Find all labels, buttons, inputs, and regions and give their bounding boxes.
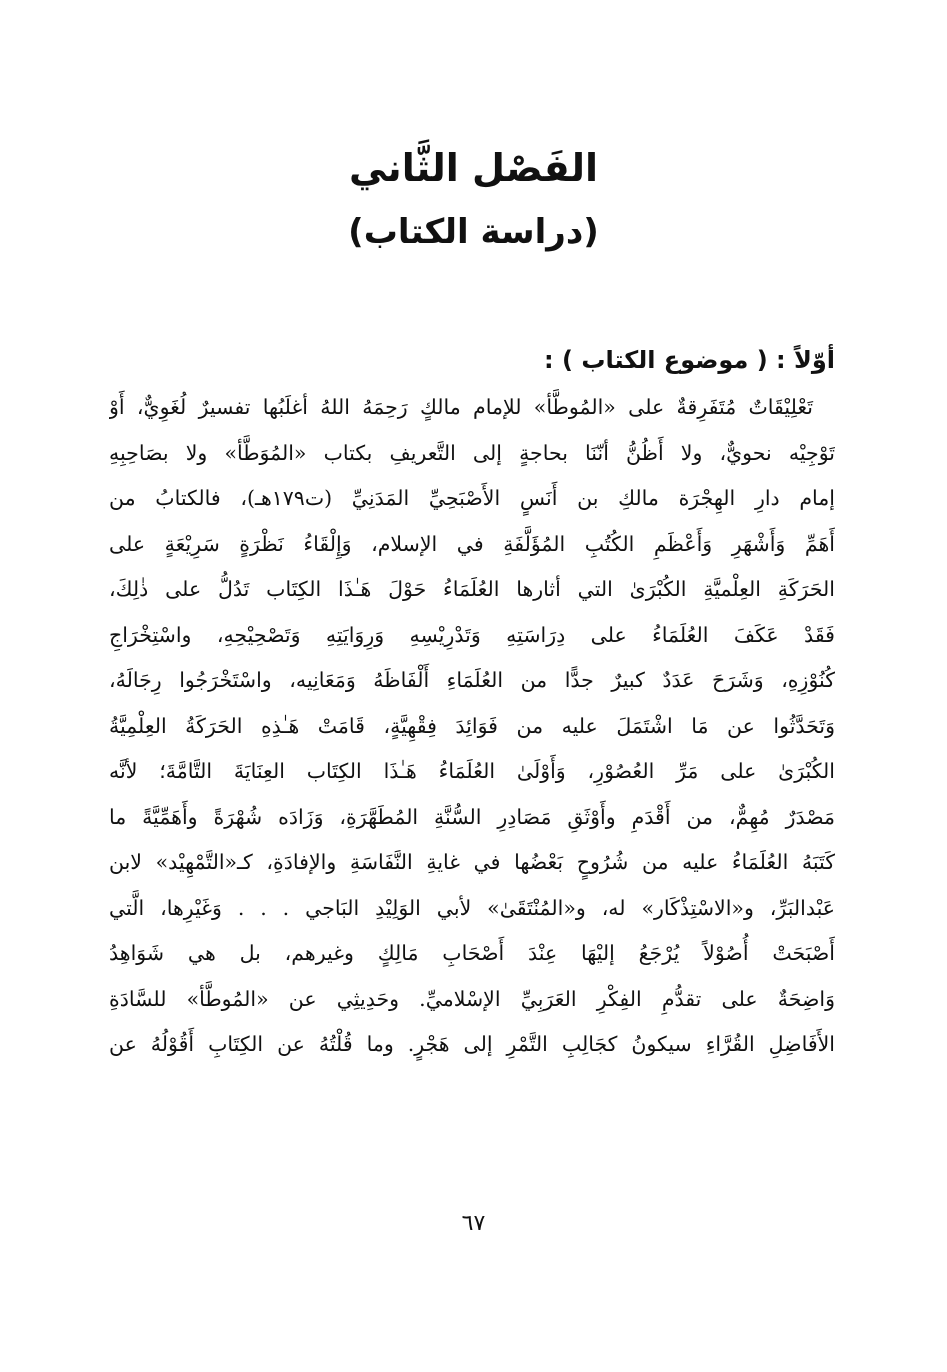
text-line: الحَرَكَةِ العِلْميَّةِ الكُبْرَىٰ التي أثارها العُلَمَاءُ حَوْلَ هَـٰذَا الكِتَاب تَدُلُّ على ذٰلِكَ، <box>109 577 835 601</box>
text-line: وَاضِحَةٌ على تقدُّمِ الفِكْرِ العَرَبِيِّ الإسْلاميِّ. وحَدِيثِي عن «المُوطَّأ» للسَّادَةِ <box>109 986 835 1011</box>
text-line: إمام دارِ الهِجْرَة مالكِ بن أَنَسٍ الأَصْبَحِيِّ المَدَنِيِّ (ت١٧٩هـ)، فالكتابُ من <box>109 486 835 510</box>
text-line: أَصْبَحَتْ أُصُوْلاً يُرْجَعُ إليْهَا عِنْدَ أَصْحَابِ مَالِكٍ وغيرهم، بل هي شَوَاهِدُ <box>109 941 835 965</box>
body-paragraph <box>109 385 835 1068</box>
text-line: أَهَمِّ وَأَشْهَرِ وَأَعْظَمِ الكُتُبِ المُؤَلَّفَةِ في الإسلام، وَإِلْقَاءُ نَظْرَةٍ سَرِيْعَةٍ على <box>109 531 835 556</box>
chapter-subtitle: (دراسة الكتاب) <box>348 212 599 252</box>
text-line: فَقَدْ عَكَفَ العُلَمَاءُ على دِرَاسَتِهِ وَتَدْرِيْسِهِ وَرِوَايَتِهِ وَتَصْحِيْحِهِ، واسْتِخْرَاجِ <box>109 622 835 647</box>
section-heading: أوّلاً : ( موضوع الكتاب ) : <box>544 346 835 374</box>
text-line: مَصْدَرٌ مُهِمٌّ، من أَقْدَمِ وأَوْثَقِ مَصَادِرِ السُّنَّةِ المُطَهَّرَةِ، وَزَادَه شُهْرَةً وأَهَمِّيَّةً ما <box>109 804 835 829</box>
text-line: كُنُوْزِهِ، وَشَرَحَ عَدَدٌ كبيرٌ جدًّا من العُلَمَاءِ أَلْفَاظَهُ وَمَعَانِيه، واسْتَخْرَجُوا رِجَالَهُ، <box>109 668 835 692</box>
text-line: تَوْجِيْه نحويٌّ، ولا أَظُنُّ أنّنَا بحاجةٍ إلى التَّعريفِ بكتاب «المُوَطَّأ» ولا بصَاحِبِهِ <box>109 440 835 465</box>
text-line: الكُبْرَىٰ على مَرِّ العُصُوْرِ، وَأَوْلَىٰ العُلَمَاءُ هَـٰذَا الكِتَاب العِنَايَةَ التَّامَّةَ؛ لأنَّه <box>109 759 835 783</box>
chapter-title: الفَصْل الثَّاني <box>348 146 599 190</box>
text-line: كَتَبَهُ العُلَمَاءُ عليه من شُرُوحٍ بَعْضُها في غايةِ النَّفَاسَةِ والإفادَةِ، كـ«التَّمْهِيْد» لابن <box>109 850 835 874</box>
text-line: تَعْلِيْقَاتٌ مُتَفَرِقةٌ على «المُوطَّأ» للإمام مالكٍ رَحِمَهُ اللهُ أغلَبُها تفسيرٌ لُغَوِيٌّ، أَوْ <box>109 395 813 419</box>
text-line: الأَفَاضِلِ القُرَّاءِ سيكونُ كجَالِبِ التَّمْرِ إلى هَجْرٍ. وما قُلْتُهُ عن الكِتَابِ أَقُوْلُهُ عن <box>109 1032 835 1056</box>
text-line: وَتَحَدَّثُوا عن مَا اشْتَمَلَ عليه من فَوَائِدَ فِقْهِيَّةٍ، قَامَتْ هَـٰذِهِ الحَرَكَةُ العِلْمِيَّةُ <box>109 713 835 738</box>
text-line: عَبْدالبَرِّ، و«الاسْتِذْكَار» له، و«المُنْتَقَىٰ» لأبي الوَلِيْدِ البَاجي . . . وَغَيْرِها، الَّتي <box>109 895 835 920</box>
page-number: ٦٧ <box>461 1211 486 1236</box>
